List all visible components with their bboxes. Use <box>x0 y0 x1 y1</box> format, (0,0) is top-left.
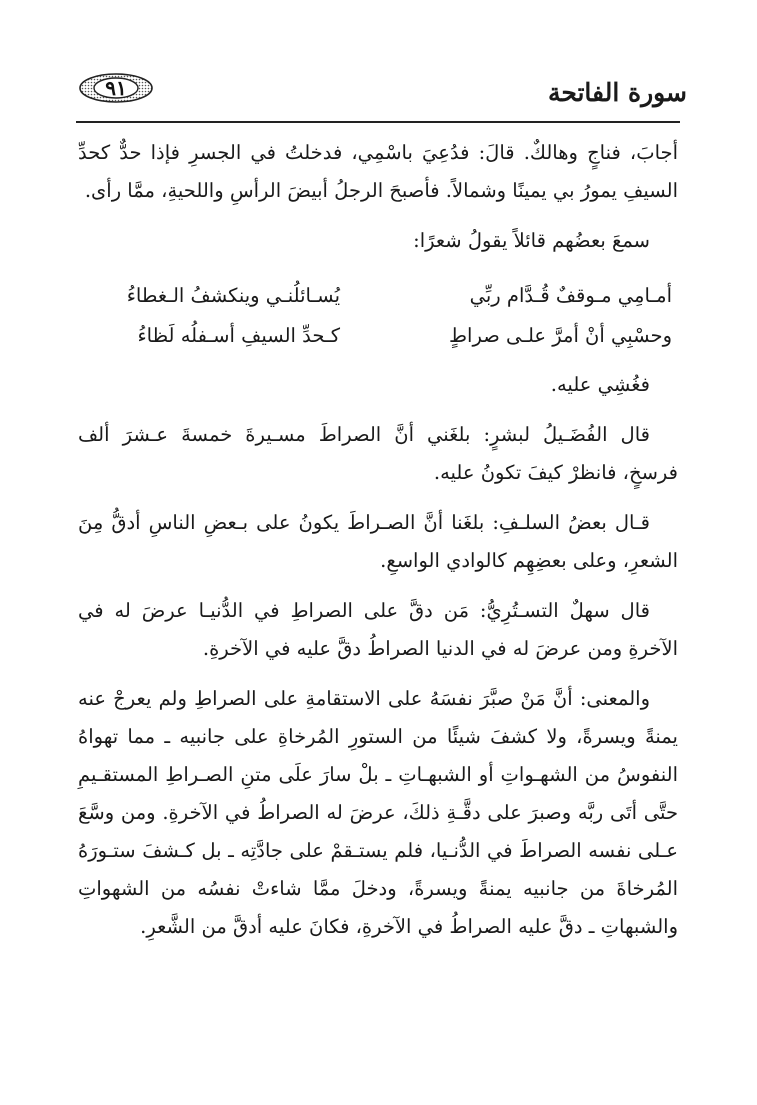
verse-1-second-hemistich: يُسـائلُنـي وينكشفُ الـغطاءُ <box>126 284 340 307</box>
verse-1-first-hemistich: أمـامِي مـوقفٌ قُـدَّام ربِّي <box>469 284 672 307</box>
paragraph-7: والمعنى: أنَّ مَنْ صبَّرَ نفسَهُ على الاستقامةِ على الصراطِ ولم يعرجْ عنه يمنةً ويسرةً، ولا كشفَ شيئًا من الستورِ المُرخاةِ على جانبيه ـ مما تهواهُ النفوسُ من الشهـواتِ أو الشبهـاتِ ـ بلْ سارَ علَى متنِ الصـراطِ المستقـيمِ حتَّى أتَى ربَّه وصبرَ على دقَّـةِ ذلكَ، عرضَ له الصراطُ في الآخرةِ. ومن وسَّعَ عـلى نفسه الصراطَ في الدُّنـيا، فلم يستـقمْ على جادَّتِه ـ بل كـشفَ ستـورَهُ المُرخاةَ من جانبيه يمنةً ويسرةً، ودخلَ ممَّا شاءتْ نفسُه من الشهواتِ والشبهاتِ ـ دقَّ عليه الصراطُ في الآخرةِ، فكانَ عليه أدقَّ من الشَّعرِ. <box>78 687 678 938</box>
surah-title: سورة الفاتحة <box>547 78 687 107</box>
header-divider <box>76 121 680 123</box>
page-header <box>70 70 687 110</box>
paragraph-2: سمعَ بعضُهم قائلاً يقولُ شعرًا: <box>413 229 650 252</box>
page-number-badge <box>78 72 154 104</box>
paragraph-3: فغُشِي عليه. <box>550 373 650 396</box>
paragraph-6: قال سهلٌ التسـتُرِيُّ: مَن دقَّ على الصراطِ في الدُّنيـا عرضَ له في الآخرةِ ومن عرضَ له في الدنيا الصراطُ دقَّ عليه في الآخرةِ. <box>78 599 678 660</box>
verse-2-first-hemistich: وحسْبِي أنْ أمرَّ علـى صراطٍ <box>449 324 672 347</box>
paragraph-1: أجابَ، فناجٍ وهالكٌ. قالَ: فدُعِيَ باسْمِي، فدخلتُ في الجسرِ فإذا حدٌّ كحدِّ السيفِ يمورُ بي يمينًا وشمالاً. فأصبحَ الرجلُ أبيضَ الرأسِ واللحيةِ، ممَّا رأى. <box>78 141 678 202</box>
poem-verse-2 <box>78 316 678 356</box>
verse-2-second-hemistich: كـحدِّ السيفِ أسـفلُه لَظاءُ <box>137 324 340 347</box>
paragraph-5: قـال بعضُ السلـفِ: بلغَنا أنَّ الصـراطَ يكونُ على بـعضِ الناسِ أدقُّ مِنَ الشعرِ، وعلى بعضِهِم كالوادي الواسعِ. <box>78 511 678 572</box>
poem-block <box>78 276 678 356</box>
body-text <box>78 134 678 958</box>
paragraph-4: قال الفُضَـيلُ لبشرٍ: بلغَني أنَّ الصراطَ مسـيرةَ خمسةَ عـشرَ ألف فرسخٍ، فانظرْ كيفَ تكونُ عليه. <box>78 423 678 484</box>
poem-verse-1 <box>78 276 678 316</box>
page-number: ٩١ <box>105 76 127 100</box>
